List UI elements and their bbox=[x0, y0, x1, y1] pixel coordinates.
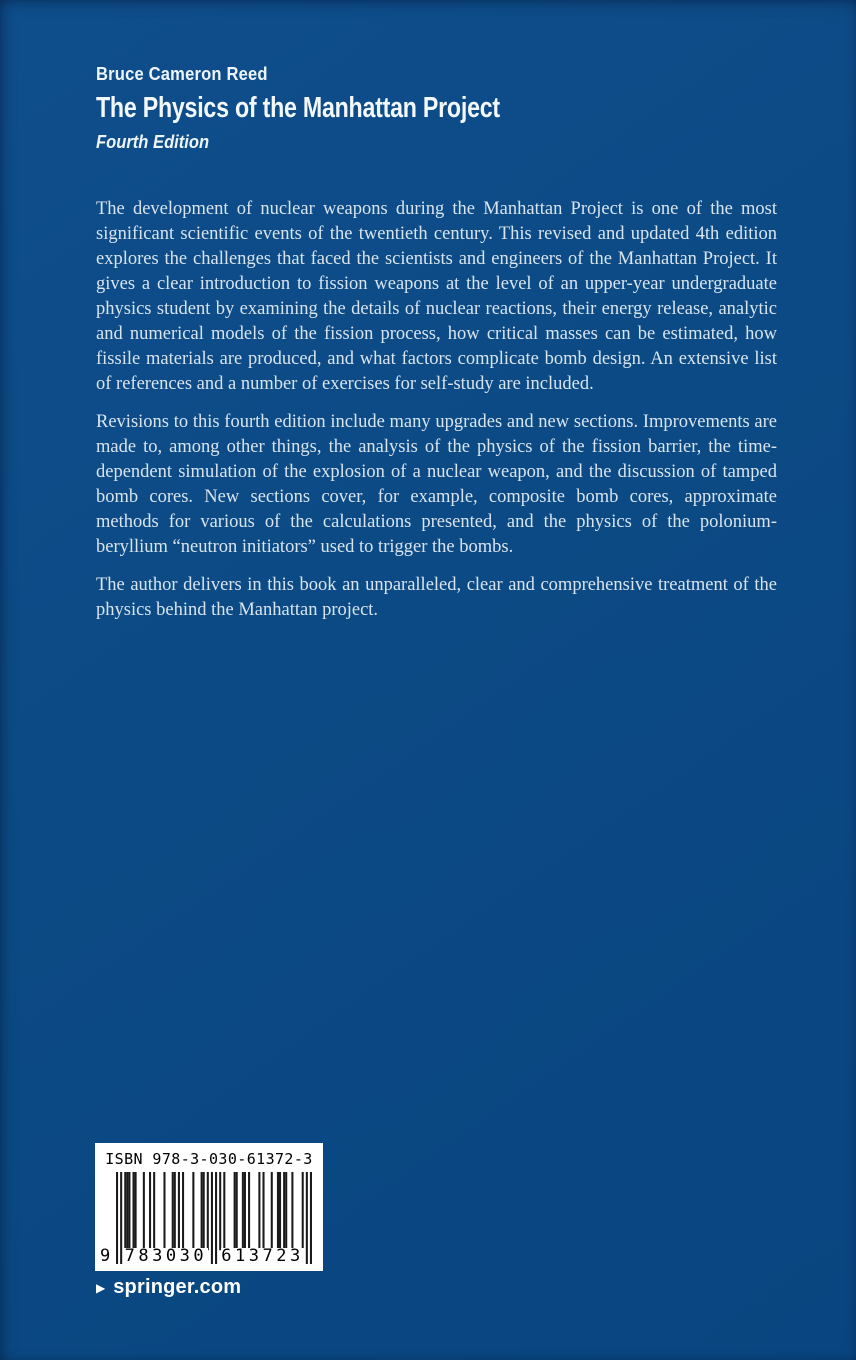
publisher-footer bbox=[96, 1276, 241, 1299]
blurb-paragraph: Revisions to this fourth edition include many upgrades and new sections. Improvements are made to, among other things, the analysis of the physics of the fission barrier, the time-dependent simulation of the explosion of a nuclear weapon, and the discussion of tamped bomb cores. New sections cover, for example, composite bomb cores, approximate methods for various of the calculations presented, and the physics of the polonium-beryllium “neutron initiators” used to trigger the bombs. bbox=[96, 412, 777, 557]
isbn-number-label: ISBN 978-3-030-61372-3 bbox=[105, 1150, 313, 1168]
springer-arrow-icon: ▶ bbox=[96, 1280, 106, 1295]
author-name: Bruce Cameron Reed bbox=[96, 64, 268, 84]
blurb-paragraph: The author delivers in this book an unparalleled, clear and comprehensive treatment of the physics behind the Manhattan project. bbox=[96, 575, 777, 620]
edition-label: Fourth Edition bbox=[96, 132, 210, 152]
publisher-url: springer.com bbox=[113, 1276, 242, 1298]
book-header bbox=[96, 64, 796, 153]
blurb-paragraph: The development of nuclear weapons during the Manhattan Project is one of the most significant scientific events of the twentieth century. This revised and updated 4th edition explores the challenges that faced the scientists and engineers of the Manhattan Project. It gives a clear introduction to fission weapons at the level of an upper-year undergraduate physics student by examining the details of nuclear reactions, their energy release, analytic and numerical models of the fission process, how critical masses can be estimated, how fissile materials are produced, and what factors complicate bomb design. An extensive list of references and a number of exercises for self-study are included. bbox=[96, 199, 777, 394]
isbn-barcode-box bbox=[95, 1143, 323, 1271]
barcode-digit-group: 9 bbox=[100, 1246, 111, 1266]
barcode-digit-group: 613723 bbox=[221, 1246, 304, 1266]
back-cover-blurb bbox=[96, 197, 777, 636]
barcode-digit-group: 783030 bbox=[124, 1246, 208, 1266]
barcode-area bbox=[100, 1172, 312, 1266]
book-title: The Physics of the Manhattan Project bbox=[96, 92, 500, 124]
